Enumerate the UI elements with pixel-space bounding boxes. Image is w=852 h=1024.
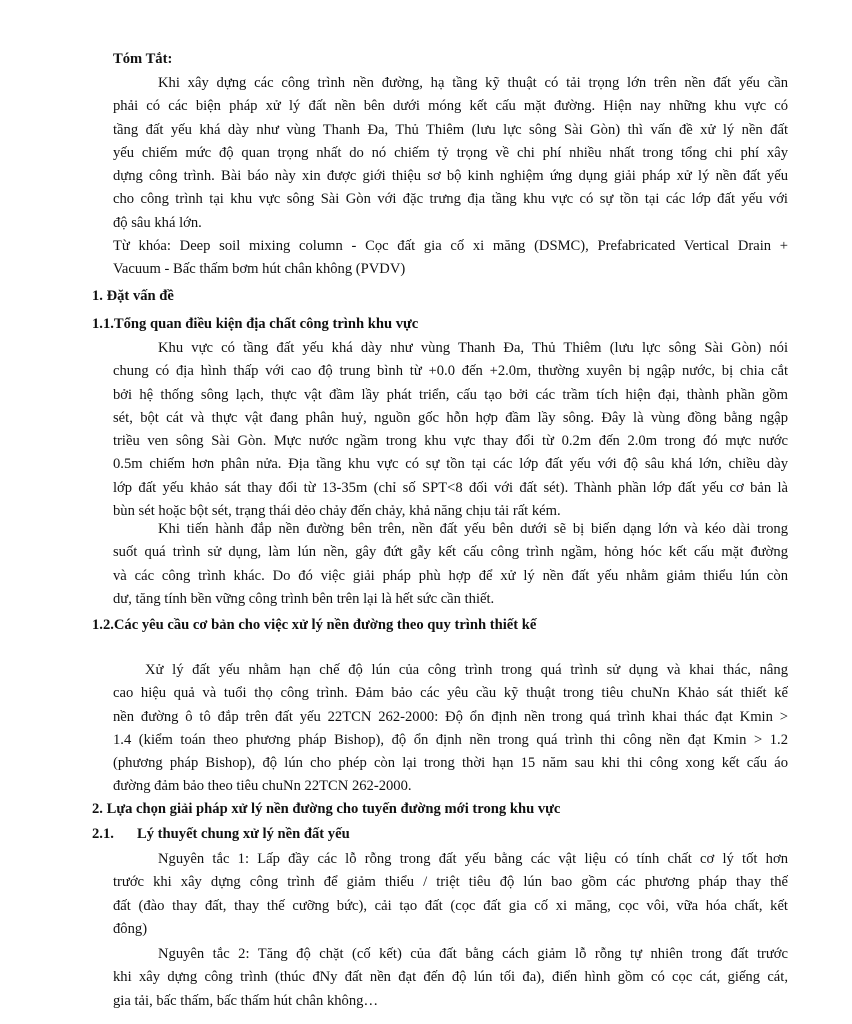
text-line: đông) [113,920,148,937]
text-line: Khu vực có tầng đất yếu khá dày như vùng Thanh Đa, Thủ Thiêm (lưu lực sông Sài Gòn) nói [158,340,788,356]
text-line: tầng đất yếu khá dày như vùng Thanh Đa, Thủ Thiêm (lưu lực sông Sài Gòn) thì vấn đề xử lý nền đất [113,121,788,138]
text-line: khi xây dựng công trình (thúc đNy đất nền đạt đến độ lún tối đa), điển hình gồm có cọc cát, giếng cát, [113,969,788,986]
text-line: yếu chiếm mức độ quan trọng nhất do nó chiếm tỷ trọng về chi phí nhiều nhất trong tổng chi phí xây [113,144,788,161]
text-line: dựng công trình. Bài báo này xin được giới thiệu sơ bộ kinh nghiệm ứng dụng giải pháp xử lý nền đất yếu [113,168,788,185]
text-line: và các công trình khác. Do đó việc giải pháp phù hợp để xử lý nền đất yếu nhằm giảm thiểu lún còn [113,567,788,584]
text-line: suốt quá trình sử dụng, làm lún nền, gây đứt gẫy kết cấu công trình ngầm, hỏng hóc kết cấu mặt đường [113,544,788,561]
paragraph [113,518,788,611]
section-heading: 1. Đặt vấn đề [92,288,174,304]
paragraph [113,848,788,941]
subsection-heading: 1.1.Tổng quan điều kiện địa chất công trình khu vực [92,316,419,332]
text-line: bởi hệ thống sông lạch, thực vật đầm lầy phát triển, cấu tạo bởi các trầm tích hiện đại, thành phần gồm [113,386,788,403]
text-line: sét, bột cát và thực vật đang phân huỷ, nguồn gốc hỗn hợp đầm lầy sông. Đây là vùng đồng bằng ngập [113,409,788,426]
text-line: Khi xây dựng các công trình nền đường, hạ tầng kỹ thuật có tải trọng lớn trên nền đất yếu cần [158,75,788,91]
text-line: cao hiệu quả và tuổi thọ công trình. Đảm bảo các yêu cầu kỹ thuật trong tiêu chuNn Khảo sát thiết kế [113,685,788,702]
text-line: Nguyên tắc 2: Tăng độ chặt (cố kết) của đất bằng cách giảm lỗ rỗng tự nhiên trong đất trước [158,946,788,962]
summary-paragraph [113,72,788,235]
text-line: độ sâu khá lớn. [113,214,202,231]
text-line: triều ven sông Sài Gòn. Mực nước ngầm trong khu vực thay đổi từ 0.2m đến 2.0m trong đó mực nước [113,433,788,450]
text-line: lớp đất yếu khảo sát thay đổi từ 13-35m (chỉ số SPT<8 đối với đất sét). Thành phần lớp đất yếu cơ bản là [113,479,788,496]
text-line: bùn sét hoặc bột sét, trạng thái dẻo chảy đến chảy, khả năng chịu tải rất kém. [113,503,561,520]
text-line: Từ khóa: Deep soil mixing column - Cọc đất gia cố xi măng (DSMC), Prefabricated Vertical Drain + [113,238,788,254]
text-line: dư, tăng tính bền vững công trình bên trên lại là hết sức cần thiết. [113,590,495,607]
text-line: Khi tiến hành đắp nền đường bên trên, nền đất yếu bên dưới sẽ bị biến dạng lớn và kéo dài trong [158,521,788,537]
paragraph [113,659,788,799]
subsection-title: Lý thuyết chung xử lý nền đất yếu [137,826,350,842]
text-line: trước khi xây dựng công trình để giảm thiểu / triệt tiêu độ lún bao gồm các phương pháp thay thế [113,874,788,891]
text-line: cho công trình tại khu vực sông Sài Gòn với đặc trưng địa tầng khu vực có sự tồn tại các lớp đất yếu với [113,191,788,208]
section-heading: 2. Lựa chọn giải pháp xử lý nền đường cho tuyến đường mới trong khu vực [92,801,561,817]
text-line: Nguyên tắc 1: Lấp đầy các lỗ rỗng trong đất yếu bằng các vật liệu có tính chất cơ lý tốt hơn [158,851,788,867]
text-line: đất (đào thay đất, thay thế cưỡng bức), cải tạo đất (cọc đất gia cố xi măng, cọc vôi, vữa hóa chất, kết [113,897,788,914]
summary-heading: Tóm Tắt: [113,51,173,67]
text-line: Vacuum - Bấc thấm bơm hút chân không (PVDV) [113,261,406,278]
paragraph [113,337,788,523]
text-line: đường đảm bảo theo tiêu chuNn 22TCN 262-2000. [113,778,412,795]
paragraph [113,943,788,1013]
text-line: chung có địa hình thấp với cao độ trung bình từ +0.0 đến +2.0m, thường xuyên bị ngập nước, bị chia cắt [113,363,788,380]
text-line: nền đường ô tô đắp trên đất yếu 22TCN 262-2000: Độ ổn định nền trong quá trình khai thác đạt Kmin > [113,708,788,725]
text-line: phải có các biện pháp xử lý đất nền bên dưới móng kết cấu mặt đường. Hiện nay những khu vực có [113,98,788,115]
text-line: (phương pháp Bishop), độ lún cho phép còn lại trong thời hạn 15 năm sau khi thi công xong kết cấu áo [113,755,788,772]
subsection-number: 2.1. [92,826,114,842]
text-line: 1.4 (kiểm toán theo phương pháp Bishop), độ ổn định nền trong quá trình thi công nền đạt Kmin > 1.2 [113,731,788,748]
text-line: 0.5m chiếm hơn phân nửa. Địa tầng khu vực có sự tồn tại các lớp đất yếu với độ sâu khá lớn, chiều dày [113,456,788,473]
text-line: gia tải, bấc thấm, bấc thấm hút chân không… [113,992,379,1009]
subsection-heading: 1.2.Các yêu cầu cơ bản cho việc xử lý nền đường theo quy trình thiết kế [92,617,537,633]
keywords [113,235,788,282]
text-line: Xử lý đất yếu nhằm hạn chế độ lún của công trình trong quá trình sử dụng và khai thác, nâng [145,662,788,678]
